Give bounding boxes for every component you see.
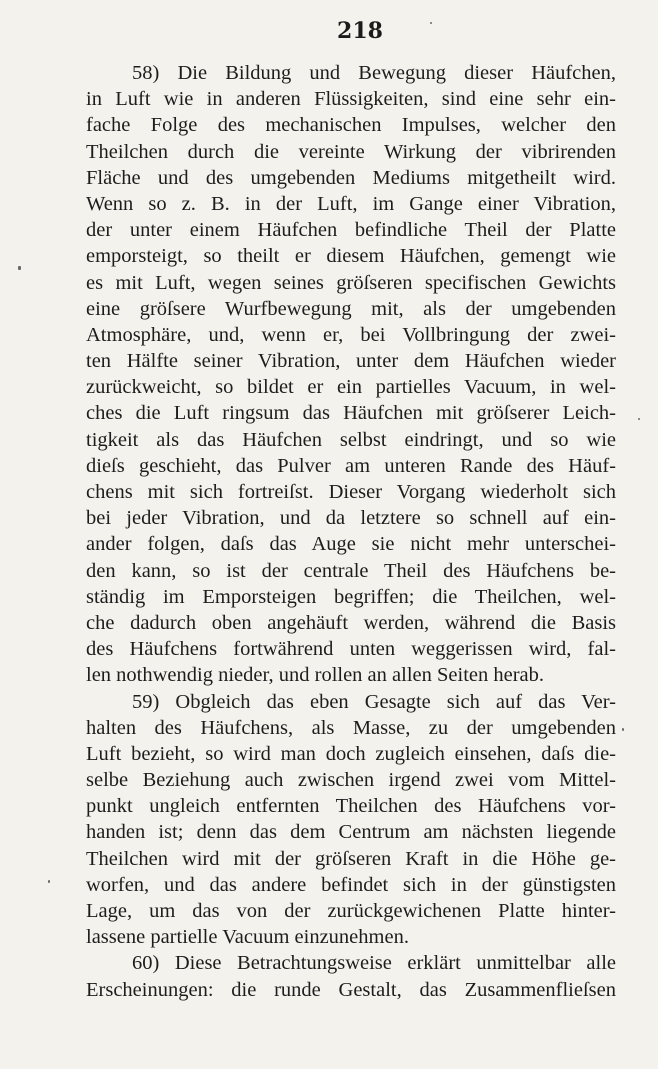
text-line: in Luft wie in anderen Flüssigkeiten, sind eine sehr ein- bbox=[86, 88, 616, 111]
text-line: selbe Beziehung auch zwischen irgend zwei vom Mittel- bbox=[86, 769, 616, 792]
text-line: ches die Luft ringsum das Häufchen mit gröſserer Leich- bbox=[86, 402, 616, 425]
text-line: halten des Häufchens, als Masse, zu der umgebenden bbox=[86, 716, 616, 739]
text-line: fache Folge des mechanischen Impulses, welcher den bbox=[86, 114, 616, 137]
text-line: ständig im Emporsteigen begriffen; die Theilchen, wel- bbox=[86, 585, 616, 608]
text-line: emporsteigt, so theilt er diesem Häufchen, gemengt wie bbox=[86, 245, 616, 268]
text-line: 58) Die Bildung und Bewegung dieser Häufchen, bbox=[132, 62, 616, 84]
text-line: bei jeder Vibration, und da letztere so schnell auf ein- bbox=[86, 507, 616, 530]
body-text bbox=[86, 60, 616, 1003]
text-line: des Häufchens fortwährend unten weggerissen wird, fal- bbox=[86, 638, 616, 661]
text-line: ten Hälfte seiner Vibration, unter dem Häufchen wieder bbox=[86, 350, 616, 373]
page-number: 218 bbox=[337, 18, 383, 44]
scan-speck bbox=[48, 880, 50, 883]
text-line: len nothwendig nieder, und rollen an allen Seiten herab. bbox=[86, 664, 545, 687]
text-line: es mit Luft, wegen seines gröſseren specifischen Gewichts bbox=[86, 271, 616, 294]
scan-speck bbox=[18, 266, 21, 270]
text-line: tigkeit als das Häufchen selbst eindringt, und so wie bbox=[86, 428, 616, 451]
text-line: den kann, so ist der centrale Theil des Häufchens be- bbox=[86, 559, 616, 582]
text-line: Lage, um das von der zurückgewichenen Platte hinter- bbox=[86, 900, 616, 922]
text-line: ander folgen, daſs das Auge sie nicht mehr unterschei- bbox=[86, 533, 616, 556]
text-line: eine gröſsere Wurfbewegung mit, als der umgebenden bbox=[86, 297, 616, 320]
scan-speck bbox=[638, 418, 640, 420]
text-line: 59) Obgleich das eben Gesagte sich auf das Ver- bbox=[132, 690, 616, 713]
text-line: Luft bezieht, so wird man doch zugleich einsehen, daſs die- bbox=[86, 742, 616, 765]
text-line: Atmosphäre, und, wenn er, bei Vollbringung der zwei- bbox=[86, 323, 616, 346]
text-line: Wenn so z. B. in der Luft, im Gange einer Vibration, bbox=[86, 192, 616, 215]
text-line: Fläche und des umgebenden Mediums mitgetheilt wird. bbox=[86, 166, 616, 189]
text-line: zurückweicht, so bildet er ein partielles Vacuum, in wel- bbox=[86, 376, 616, 399]
text-line: 60) Diese Betrachtungsweise erklärt unmittelbar alle bbox=[132, 952, 616, 975]
text-line: Theilchen wird mit der gröſseren Kraft in die Höhe ge- bbox=[86, 847, 616, 870]
scan-speck bbox=[622, 728, 624, 731]
text-line: worfen, und das andere befindet sich in der günstigsten bbox=[86, 873, 616, 896]
text-line: der unter einem Häufchen befindliche Theil der Platte bbox=[86, 219, 616, 242]
text-line: handen ist; denn das dem Centrum am nächsten liegende bbox=[86, 821, 616, 844]
text-line: dieſs geschieht, das Pulver am unteren Rande des Häuf- bbox=[86, 454, 616, 477]
text-line: chens mit sich fortreiſst. Dieser Vorgang wiederholt sich bbox=[86, 481, 616, 503]
text-line: Theilchen durch die vereinte Wirkung der vibrirenden bbox=[86, 140, 616, 163]
text-line: Erscheinungen: die runde Gestalt, das Zusammenflieſsen bbox=[86, 978, 616, 1001]
text-line: che dadurch oben angehäuft werden, während die Basis bbox=[86, 611, 616, 634]
scan-speck bbox=[430, 22, 432, 24]
text-line: lassene partielle Vacuum einzunehmen. bbox=[86, 926, 409, 949]
text-line: punkt ungleich entfernten Theilchen des Häufchens vor- bbox=[86, 795, 616, 818]
